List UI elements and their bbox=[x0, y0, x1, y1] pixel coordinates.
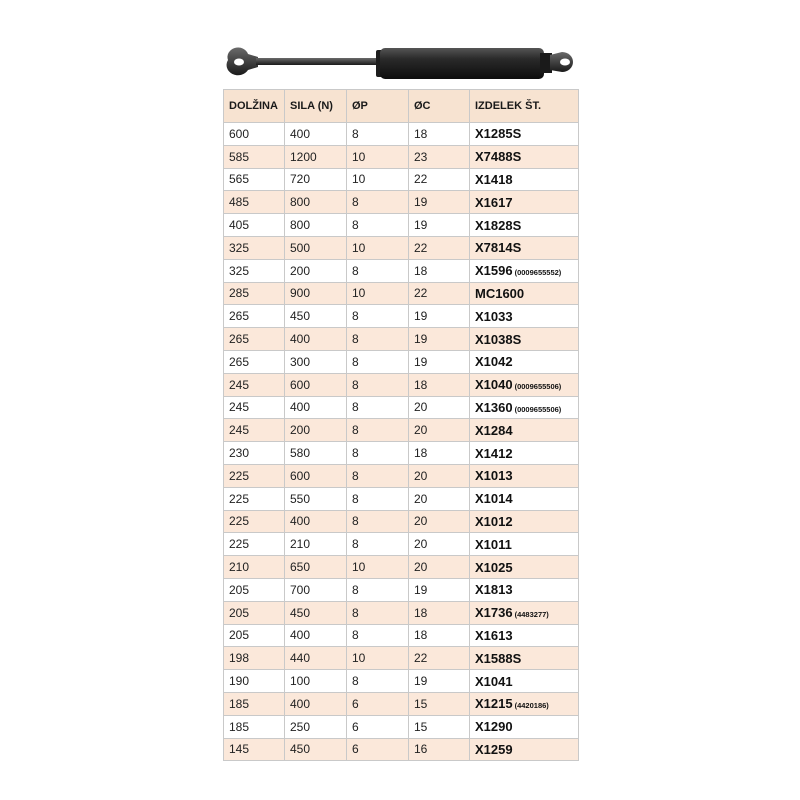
length-cell: 225 bbox=[224, 533, 285, 556]
length-cell: 245 bbox=[224, 396, 285, 419]
force-cell: 800 bbox=[285, 214, 347, 237]
table-row bbox=[224, 556, 579, 579]
product-number-cell bbox=[470, 350, 579, 373]
table-row bbox=[224, 533, 579, 556]
cylinder-diameter-cell: 19 bbox=[409, 670, 470, 693]
product-number-cell bbox=[470, 328, 579, 351]
length-cell: 205 bbox=[224, 624, 285, 647]
piston-diameter-cell: 8 bbox=[347, 373, 409, 396]
piston-diameter-cell: 10 bbox=[347, 556, 409, 579]
header-cylinder-diameter: ØC bbox=[409, 90, 470, 123]
table-row bbox=[224, 692, 579, 715]
length-cell: 265 bbox=[224, 328, 285, 351]
product-code: X1828S bbox=[475, 217, 522, 233]
table-row bbox=[224, 578, 579, 601]
piston-diameter-cell: 8 bbox=[347, 487, 409, 510]
piston-diameter-cell: 8 bbox=[347, 305, 409, 328]
header-piston-diameter: ØP bbox=[347, 90, 409, 123]
force-cell: 440 bbox=[285, 647, 347, 670]
table-row bbox=[224, 168, 579, 191]
table-row bbox=[224, 510, 579, 533]
product-number-cell bbox=[470, 442, 579, 465]
product-reference-note: (4483277) bbox=[514, 610, 549, 620]
force-cell: 700 bbox=[285, 578, 347, 601]
product-number-cell bbox=[470, 396, 579, 419]
piston-diameter-cell: 8 bbox=[347, 578, 409, 601]
table-row bbox=[224, 259, 579, 282]
force-cell: 550 bbox=[285, 487, 347, 510]
length-cell: 265 bbox=[224, 350, 285, 373]
product-code: X1285S bbox=[475, 126, 522, 142]
length-cell: 198 bbox=[224, 647, 285, 670]
piston-diameter-cell: 8 bbox=[347, 464, 409, 487]
table-row bbox=[224, 647, 579, 670]
piston-diameter-cell: 8 bbox=[347, 123, 409, 146]
force-cell: 400 bbox=[285, 510, 347, 533]
piston-diameter-cell: 8 bbox=[347, 396, 409, 419]
cylinder-diameter-cell: 16 bbox=[409, 738, 470, 761]
product-number-cell bbox=[470, 670, 579, 693]
length-cell: 185 bbox=[224, 692, 285, 715]
cylinder-diameter-cell: 20 bbox=[409, 487, 470, 510]
specifications-table bbox=[223, 89, 579, 761]
force-cell: 600 bbox=[285, 464, 347, 487]
cylinder-diameter-cell: 18 bbox=[409, 624, 470, 647]
length-cell: 205 bbox=[224, 578, 285, 601]
product-number-cell bbox=[470, 145, 579, 168]
length-cell: 600 bbox=[224, 123, 285, 146]
product-number-cell bbox=[470, 647, 579, 670]
table-row bbox=[224, 738, 579, 761]
cylinder-diameter-cell: 22 bbox=[409, 647, 470, 670]
force-cell: 580 bbox=[285, 442, 347, 465]
product-code: X1736 bbox=[475, 605, 513, 621]
length-cell: 285 bbox=[224, 282, 285, 305]
piston-diameter-cell: 10 bbox=[347, 168, 409, 191]
table-row bbox=[224, 601, 579, 624]
cylinder-diameter-cell: 18 bbox=[409, 373, 470, 396]
product-number-cell bbox=[470, 533, 579, 556]
product-number-cell bbox=[470, 487, 579, 510]
length-cell: 265 bbox=[224, 305, 285, 328]
length-cell: 565 bbox=[224, 168, 285, 191]
force-cell: 720 bbox=[285, 168, 347, 191]
product-code: X1012 bbox=[475, 513, 513, 529]
product-number-cell bbox=[470, 419, 579, 442]
piston-diameter-cell: 6 bbox=[347, 738, 409, 761]
product-code: X1014 bbox=[475, 491, 513, 507]
force-cell: 100 bbox=[285, 670, 347, 693]
piston-diameter-cell: 8 bbox=[347, 442, 409, 465]
cylinder-diameter-cell: 18 bbox=[409, 601, 470, 624]
piston-diameter-cell: 8 bbox=[347, 419, 409, 442]
table-row bbox=[224, 670, 579, 693]
product-reference-note: (4420186) bbox=[514, 701, 549, 711]
header-force: SILA (N) bbox=[285, 90, 347, 123]
product-code: X1259 bbox=[475, 741, 513, 757]
cylinder-diameter-cell: 22 bbox=[409, 168, 470, 191]
force-cell: 900 bbox=[285, 282, 347, 305]
product-code: X1290 bbox=[475, 719, 513, 735]
product-code: X1215 bbox=[475, 696, 513, 712]
force-cell: 400 bbox=[285, 328, 347, 351]
length-cell: 145 bbox=[224, 738, 285, 761]
piston-diameter-cell: 10 bbox=[347, 236, 409, 259]
product-reference-note: (0009655552) bbox=[514, 268, 562, 278]
force-cell: 200 bbox=[285, 419, 347, 442]
piston-diameter-cell: 8 bbox=[347, 670, 409, 693]
length-cell: 225 bbox=[224, 464, 285, 487]
force-cell: 400 bbox=[285, 692, 347, 715]
force-cell: 650 bbox=[285, 556, 347, 579]
cylinder-diameter-cell: 23 bbox=[409, 145, 470, 168]
product-reference-note: (0009655506) bbox=[514, 382, 562, 392]
table-row bbox=[224, 236, 579, 259]
product-number-cell bbox=[470, 510, 579, 533]
force-cell: 300 bbox=[285, 350, 347, 373]
piston-diameter-cell: 10 bbox=[347, 647, 409, 670]
product-code: X1412 bbox=[475, 445, 513, 461]
force-cell: 400 bbox=[285, 123, 347, 146]
table-row bbox=[224, 350, 579, 373]
piston-diameter-cell: 8 bbox=[347, 624, 409, 647]
cylinder-diameter-cell: 20 bbox=[409, 396, 470, 419]
product-number-cell bbox=[470, 168, 579, 191]
table-row bbox=[224, 282, 579, 305]
table-row bbox=[224, 305, 579, 328]
piston-diameter-cell: 8 bbox=[347, 533, 409, 556]
product-code: X1284 bbox=[475, 422, 513, 438]
length-cell: 230 bbox=[224, 442, 285, 465]
force-cell: 450 bbox=[285, 601, 347, 624]
force-cell: 210 bbox=[285, 533, 347, 556]
cylinder-diameter-cell: 20 bbox=[409, 510, 470, 533]
table-row bbox=[224, 442, 579, 465]
force-cell: 800 bbox=[285, 191, 347, 214]
length-cell: 325 bbox=[224, 236, 285, 259]
piston-diameter-cell: 8 bbox=[347, 601, 409, 624]
product-code: X1011 bbox=[475, 536, 512, 552]
product-code: X1040 bbox=[475, 377, 513, 393]
product-code: X1596 bbox=[475, 263, 513, 279]
force-cell: 500 bbox=[285, 236, 347, 259]
length-cell: 485 bbox=[224, 191, 285, 214]
piston-diameter-cell: 6 bbox=[347, 692, 409, 715]
table-row bbox=[224, 464, 579, 487]
header-length: DOLŽINA bbox=[224, 90, 285, 123]
cylinder-diameter-cell: 22 bbox=[409, 282, 470, 305]
product-code: X1038S bbox=[475, 331, 522, 347]
force-cell: 450 bbox=[285, 738, 347, 761]
product-number-cell bbox=[470, 738, 579, 761]
product-code: X1813 bbox=[475, 582, 513, 598]
product-code: X1588S bbox=[475, 650, 522, 666]
product-reference-note: (0009655506) bbox=[514, 404, 562, 414]
cylinder-diameter-cell: 20 bbox=[409, 533, 470, 556]
product-code: X1013 bbox=[475, 468, 513, 484]
cylinder-diameter-cell: 18 bbox=[409, 259, 470, 282]
cylinder-diameter-cell: 19 bbox=[409, 305, 470, 328]
table-row bbox=[224, 419, 579, 442]
product-code: X1613 bbox=[475, 627, 513, 643]
table-row bbox=[224, 624, 579, 647]
cylinder-diameter-cell: 18 bbox=[409, 123, 470, 146]
cylinder-diameter-cell: 19 bbox=[409, 214, 470, 237]
piston-diameter-cell: 8 bbox=[347, 510, 409, 533]
product-number-cell bbox=[470, 692, 579, 715]
piston-diameter-cell: 8 bbox=[347, 214, 409, 237]
product-code: X1360 bbox=[475, 399, 513, 415]
cylinder-diameter-cell: 15 bbox=[409, 692, 470, 715]
product-number-cell bbox=[470, 191, 579, 214]
force-cell: 200 bbox=[285, 259, 347, 282]
piston-diameter-cell: 10 bbox=[347, 145, 409, 168]
length-cell: 245 bbox=[224, 373, 285, 396]
product-number-cell bbox=[470, 556, 579, 579]
cylinder-diameter-cell: 19 bbox=[409, 191, 470, 214]
cylinder-diameter-cell: 20 bbox=[409, 464, 470, 487]
piston-diameter-cell: 8 bbox=[347, 191, 409, 214]
product-number-cell bbox=[470, 214, 579, 237]
cylinder-diameter-cell: 22 bbox=[409, 236, 470, 259]
force-cell: 450 bbox=[285, 305, 347, 328]
length-cell: 205 bbox=[224, 601, 285, 624]
table-row bbox=[224, 715, 579, 738]
length-cell: 325 bbox=[224, 259, 285, 282]
cylinder-diameter-cell: 20 bbox=[409, 556, 470, 579]
product-code: X1042 bbox=[475, 354, 513, 370]
force-cell: 1200 bbox=[285, 145, 347, 168]
force-cell: 400 bbox=[285, 396, 347, 419]
product-number-cell bbox=[470, 578, 579, 601]
product-code: X1041 bbox=[475, 673, 513, 689]
product-number-cell bbox=[470, 123, 579, 146]
product-number-cell bbox=[470, 624, 579, 647]
length-cell: 210 bbox=[224, 556, 285, 579]
piston-diameter-cell: 10 bbox=[347, 282, 409, 305]
product-code: X7814S bbox=[475, 240, 522, 256]
table-row bbox=[224, 396, 579, 419]
product-number-cell bbox=[470, 236, 579, 259]
length-cell: 190 bbox=[224, 670, 285, 693]
cylinder-diameter-cell: 19 bbox=[409, 350, 470, 373]
product-number-cell bbox=[470, 259, 579, 282]
cylinder-diameter-cell: 15 bbox=[409, 715, 470, 738]
cylinder-diameter-cell: 20 bbox=[409, 419, 470, 442]
length-cell: 585 bbox=[224, 145, 285, 168]
length-cell: 405 bbox=[224, 214, 285, 237]
force-cell: 250 bbox=[285, 715, 347, 738]
table-row bbox=[224, 191, 579, 214]
table-row bbox=[224, 145, 579, 168]
force-cell: 400 bbox=[285, 624, 347, 647]
product-code: X1617 bbox=[475, 194, 513, 210]
length-cell: 185 bbox=[224, 715, 285, 738]
length-cell: 245 bbox=[224, 419, 285, 442]
product-code: X1418 bbox=[475, 171, 513, 187]
force-cell: 600 bbox=[285, 373, 347, 396]
product-number-cell bbox=[470, 305, 579, 328]
product-code: X1025 bbox=[475, 559, 513, 575]
cylinder-diameter-cell: 19 bbox=[409, 578, 470, 601]
product-number-cell bbox=[470, 464, 579, 487]
table-body bbox=[224, 123, 579, 761]
product-code: X7488S bbox=[475, 149, 522, 165]
product-number-cell bbox=[470, 282, 579, 305]
table-header-row bbox=[224, 90, 579, 123]
table-row bbox=[224, 214, 579, 237]
product-number-cell bbox=[470, 715, 579, 738]
product-code: X1033 bbox=[475, 308, 513, 324]
table-row bbox=[224, 487, 579, 510]
piston-diameter-cell: 8 bbox=[347, 350, 409, 373]
table-row bbox=[224, 373, 579, 396]
table-row bbox=[224, 328, 579, 351]
cylinder-diameter-cell: 19 bbox=[409, 328, 470, 351]
table-row bbox=[224, 123, 579, 146]
cylinder-diameter-cell: 18 bbox=[409, 442, 470, 465]
length-cell: 225 bbox=[224, 510, 285, 533]
piston-diameter-cell: 8 bbox=[347, 328, 409, 351]
product-number-cell bbox=[470, 601, 579, 624]
product-number-cell bbox=[470, 373, 579, 396]
gas-strut-image bbox=[222, 40, 582, 86]
header-product-number: IZDELEK ŠT. bbox=[470, 90, 579, 123]
piston-diameter-cell: 6 bbox=[347, 715, 409, 738]
length-cell: 225 bbox=[224, 487, 285, 510]
piston-diameter-cell: 8 bbox=[347, 259, 409, 282]
product-code: MC1600 bbox=[475, 285, 525, 301]
